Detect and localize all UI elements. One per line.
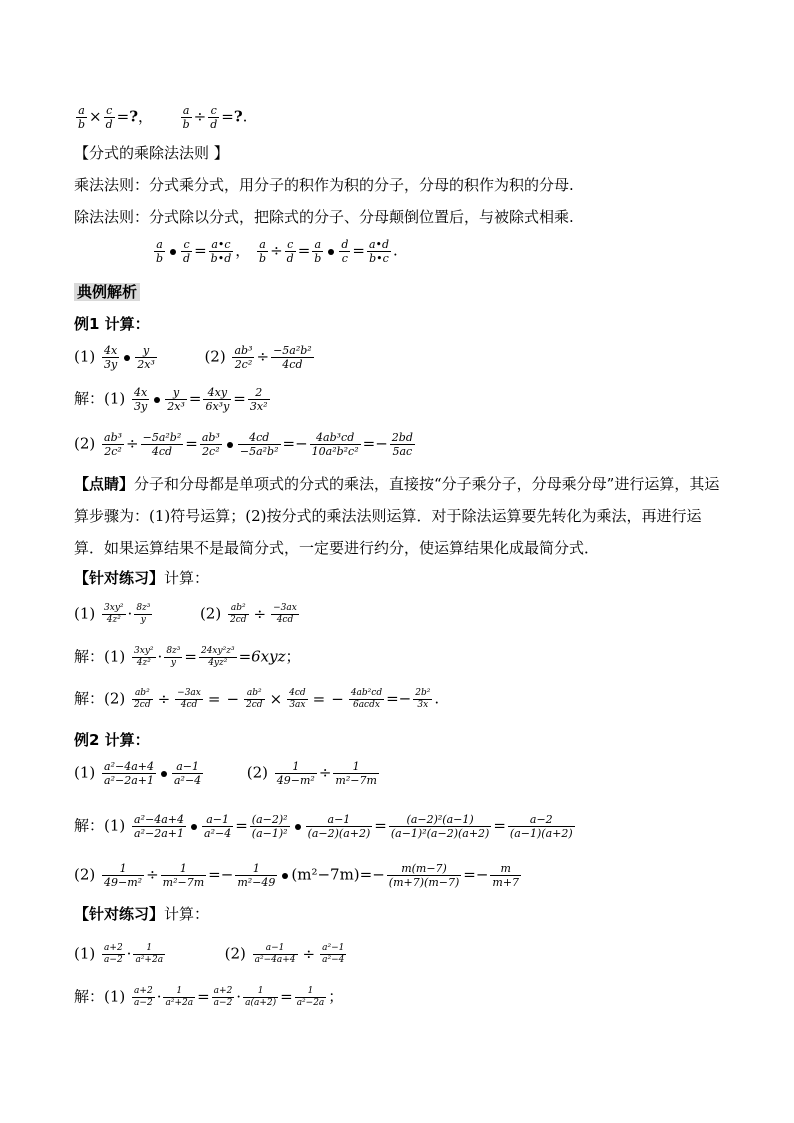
example2-title: 例2 计算： (74, 731, 150, 749)
example1-title: 例1 计算： (74, 315, 150, 333)
example1-solution-2: (2) $\frac{\text{ab³}}{\text{2c²}}$ ÷ $\frac{\text{−5a²b²}}{4cd}$ = $\frac{\text{ab³}}{\text{2c²}}$ $\frac{4cd}{\text{−5a²b²}}$ =− $\frac{\text{4ab³cd}}{\text{10a²b²c²}}$ =− $\frac{2bd}{5ac}$ (74, 431, 413, 458)
example2-solution-2: (2) $\frac{1}{\text{49−m²}}$ ÷ $\frac{1}{\text{m²−7m}}$ =− $\frac{1}{\text{m²−49}}$ (m²−7m)=− $\frac{m(m-7)}{(m+7)(m-7)}$ =− $\frac{m}{m+7}$ (74, 862, 520, 889)
practice1-solution-1: 解：(1) $\frac{\text{3xy²}}{\text{4z²}}$ · $\frac{\text{8z³}}{y}$ = $\frac{\text{24xy²z³}}{\text{4yz²}}$ =6xyz； (74, 646, 301, 668)
example2-solution-1: 解：(1) $\frac{\text{a²−4a+4}}{\text{a²−2a+1}}$ $\frac{a-1}{\text{a²−4}}$ = $\frac{\text{(a−2)²}}{\text{(a−1)²}}$ $\frac{a-1}{(a-2)(a+2)}$ = $\frac{\text{(a−2)²(a−1)}}{\text{(a−1)²(a−2)(a+2)}}$ = $\frac{a-2}{(a-1)(a+2)}$ (74, 813, 573, 840)
question-line: $\frac{a}{b}$ × $\frac{c}{d}$ =?， $\frac{a}{b}$ ÷ $\frac{c}{d}$ =?. (78, 104, 248, 131)
hint-paragraph: 【点睛】分子和分母都是单项式的分式的乘法，直接按“分子乘分子，分母乘分母”进行运算，其运算步骤为：(1)符号运算；(2)按分式的乘法法则运算．对于除法运算要先转化为乘法，再进行运算．如果运算结果不是最简分式，一定要进行约分，使运算结果化成最简分式． (74, 475, 720, 557)
mul-rule: 乘法法则：分式乘分式，用分子的积作为积的分子，分母的积作为积的分母. (74, 176, 574, 194)
practice1-solution-2: 解：(2) $\frac{\text{ab²}}{2cd}$ ÷ $\frac{-3ax}{4cd}$ = − $\frac{\text{ab²}}{2cd}$ × $\frac{4cd}{3ax}$ = − $\frac{\text{4ab²cd}}{\text{6acdx}}$ =− $\frac{\text{2b²}}{3x}$ . (74, 688, 440, 710)
practice1-problems: (1) $\frac{\text{3xy²}}{\text{4z²}}$ · $\frac{\text{8z³}}{y}$ (2) $\frac{\text{ab²}}{2cd}$ ÷ $\frac{-3ax}{4cd}$ (74, 603, 297, 625)
fraction: $\frac{a}{b}$ (78, 104, 86, 131)
section-title: 典例解析 (74, 282, 140, 302)
rules-title: 【分式的乘除法法则 】 (74, 144, 229, 162)
rule-formula: $\frac{a}{b}$ $\frac{c}{d}$ = $\frac{a•c}{b•d}$ ， $\frac{a}{b}$ ÷ $\frac{c}{d}$ = $\frac{a}{b}$ $\frac{d}{c}$ = $\frac{a•d}{b•c}$ . (156, 238, 398, 265)
practice2-problems: (1) $\frac{a+2}{a-2}$ · $\frac{1}{\text{a²+2a}}$ (2) $\frac{a-1}{\text{a²−4a+4}}$ ÷ $\frac{\text{a²−1}}{\text{a²−4}}$ (74, 943, 345, 965)
example1-solution-1: 解：(1) $\frac{4x}{3y}$ $\frac{y}{\text{2x³}}$ = $\frac{4xy}{\text{6x³y}}$ = $\frac{2}{\text{3x²}}$ (74, 386, 268, 413)
example2-problems: (1) $\frac{\text{a²−4a+4}}{\text{a²−2a+1}}$ $\frac{a-1}{\text{a²−4}}$ (2) $\frac{1}{\text{49−m²}}$ ÷ $\frac{1}{\text{m²−7m}}$ (74, 760, 377, 787)
example1-problems: (1) $\frac{4x}{3y}$ $\frac{y}{\text{2x³}}$ (2) $\frac{\text{ab³}}{\text{2c²}}$ ÷ $\frac{\text{−5a²b²}}{4cd}$ (74, 344, 312, 371)
practice2-solution-1: 解：(1) $\frac{a+2}{a-2}$ · $\frac{1}{\text{a²+2a}}$ = $\frac{a+2}{a-2}$ · $\frac{1}{a(a+2)}$ = $\frac{1}{\text{a²−2a}}$ ； (74, 986, 344, 1008)
practice1-title: 【针对练习】计算： (74, 569, 210, 587)
div-rule: 除法法则：分式除以分式，把除式的分子、分母颠倒位置后，与被除式相乘. (74, 208, 574, 226)
practice2-title: 【针对练习】计算： (74, 905, 210, 923)
